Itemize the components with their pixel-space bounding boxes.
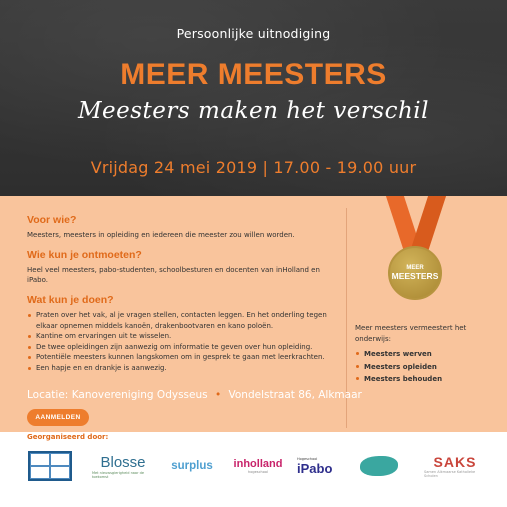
medal-text-bottom: MEESTERS [391,271,439,281]
list-item: Meesters behouden [355,373,500,386]
location-venue: Kanovereniging Odysseus [71,389,208,401]
location-address: Vondelstraat 86, Alkmaar [228,389,362,401]
list-item: Meesters opleiden [355,361,500,374]
organisers-label: Georganiseerd door: [27,433,109,441]
ontmoeten-heading: Wie kun je ontmoeten? [27,249,142,261]
mission-column [355,323,500,386]
location-line [27,389,362,401]
organiser-logo-teal [358,446,400,486]
voor-wie-heading: Voor wie? [27,214,77,226]
activity-list [27,310,327,373]
medal-icon [388,246,442,300]
organiser-logo-blosse: Blosse Met nieuwsgierigheid naar de toekomst [92,453,146,479]
organiser-logo-grid [25,446,75,486]
location-label: Locatie: [27,389,69,401]
organiser-logo-saks: SAKS Samen Alkmaarse Katholieke Scholen [424,454,477,478]
voor-wie-text: Meesters, meesters in opleiding en iedereen die meester zou willen worden. [27,231,295,239]
info-column [27,214,327,373]
list-item: Kantine om ervaringen uit te wisselen. [27,331,327,342]
header-tagline: Meesters maken het verschil [77,98,430,124]
organiser-logo-ipabo: Hogeschool iPabo [297,456,333,476]
medal-text-top: MEER [406,265,424,271]
chalkboard-header [0,0,507,196]
location-separator: • [214,389,222,401]
ontmoeten-text: Heel veel meesters, pabo-studenten, schoolbesturen en docenten van inHolland en iPabo. [27,266,320,284]
event-date: Vrijdag 24 mei 2019 | 17.00 - 19.00 uur [90,158,417,177]
mission-intro: Meer meesters vermeestert het onderwijs: [355,324,467,343]
header-subtitle: Persoonlijke uitnodiging [176,26,331,41]
page-title: MEER MEESTERS [120,58,387,91]
list-item: Praten over het vak, al je vragen stellen, contacten leggen. En het onderling tegen elkaar opnemen middels kanoën, drakenbootvaren en kano poloën. [27,310,327,331]
list-item: Meesters werven [355,348,500,361]
list-item: Een hapje en en drankje is aanwezig. [27,363,327,374]
list-item: Potentiële meesters kunnen langskomen om in gesprek te gaan met leerkrachten. [27,352,327,363]
doen-heading: Wat kun je doen? [27,294,114,306]
register-button[interactable]: AANMELDEN [27,409,89,426]
organiser-logo-inholland: inholland hogeschool [233,458,283,474]
list-item: De twee opleidingen zijn aanwezig om informatie te geven over hun opleiding. [27,342,327,353]
organiser-logo-surplus: surplus [171,460,213,472]
mission-list [355,348,500,386]
